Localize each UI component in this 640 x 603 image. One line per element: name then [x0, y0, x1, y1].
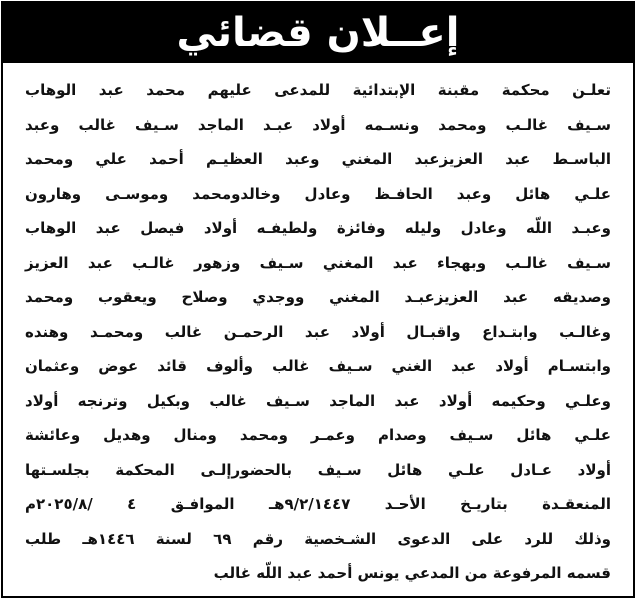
notice-line: تعلـن محكمة مقبنة الإبتدائية للمدعى عليهم محمد عبد الوهاب: [25, 81, 611, 99]
notice-line: سـيف غالـب ومحمد ونسـمه أولاد عبـد الماجد سـيف غالب وعبد: [25, 115, 611, 134]
notice-line: وعبـد اللّه وعادل وليله وفائزة ولطيفـه أولاد فيصل عبد الوهاب: [25, 219, 611, 237]
notice-line: وغالـب وابتـداع واقبـال أولاد عبد الرحمـن غالب ومحمـد وهنده: [25, 322, 611, 341]
notice-header: [3, 3, 633, 63]
notice-line: أولاد عـادل علـي هائل سـيف بالحضورإلـى المحكمة بجلسـتها: [25, 460, 611, 479]
notice-line: علـي هائل وعبد الحافـظ وعادل وخالدومحمد وموسـى وهارون: [25, 184, 611, 203]
notice-line: قسمه المرفوعة من المدعي يونس أحمد عبد اللّه غالب: [213, 564, 611, 582]
notice-line: المنعقـدة بتاريـخ الأحـد ٩/٢/١٤٤٧هـ الموافـق ٤ /٢٠٢٥/٨م: [25, 495, 611, 513]
notice-title: إعــلان قضائي: [176, 10, 460, 56]
legal-notice: [1, 1, 635, 598]
notice-line: وعلـي وحكيمه أولاد عبد الماجد سـيف غالب وبكيل وترنجه أولاد: [25, 391, 611, 410]
notice-line: سـيف غالـب وبهجاء عبد المغني سـيف وزهور غالـب عبد العزيز: [25, 253, 611, 272]
notice-line: وذلك للرد على الدعوى الشـخصية رقم ٦٩ لسنة ١٤٤٦هـ طلب: [25, 529, 611, 548]
notice-body: [25, 73, 611, 591]
notice-line: الباسـط عبد العزيزعبد المغني وعبد العظيـم أحمد علي ومحمد: [25, 150, 611, 168]
notice-line: وابتسـام أولاد عبد الغني سـيف غالب وألوف قائد عوض وعثمان: [25, 357, 611, 375]
notice-line: علـي هائل سـيف وصدام وعمـر ومحمد ومنال وهديل وعائشة: [25, 426, 611, 444]
notice-line: وصديقه عبد العزيزعبـد المغني ووجدي وصلاح ويعقوب ومحمد: [25, 288, 611, 306]
